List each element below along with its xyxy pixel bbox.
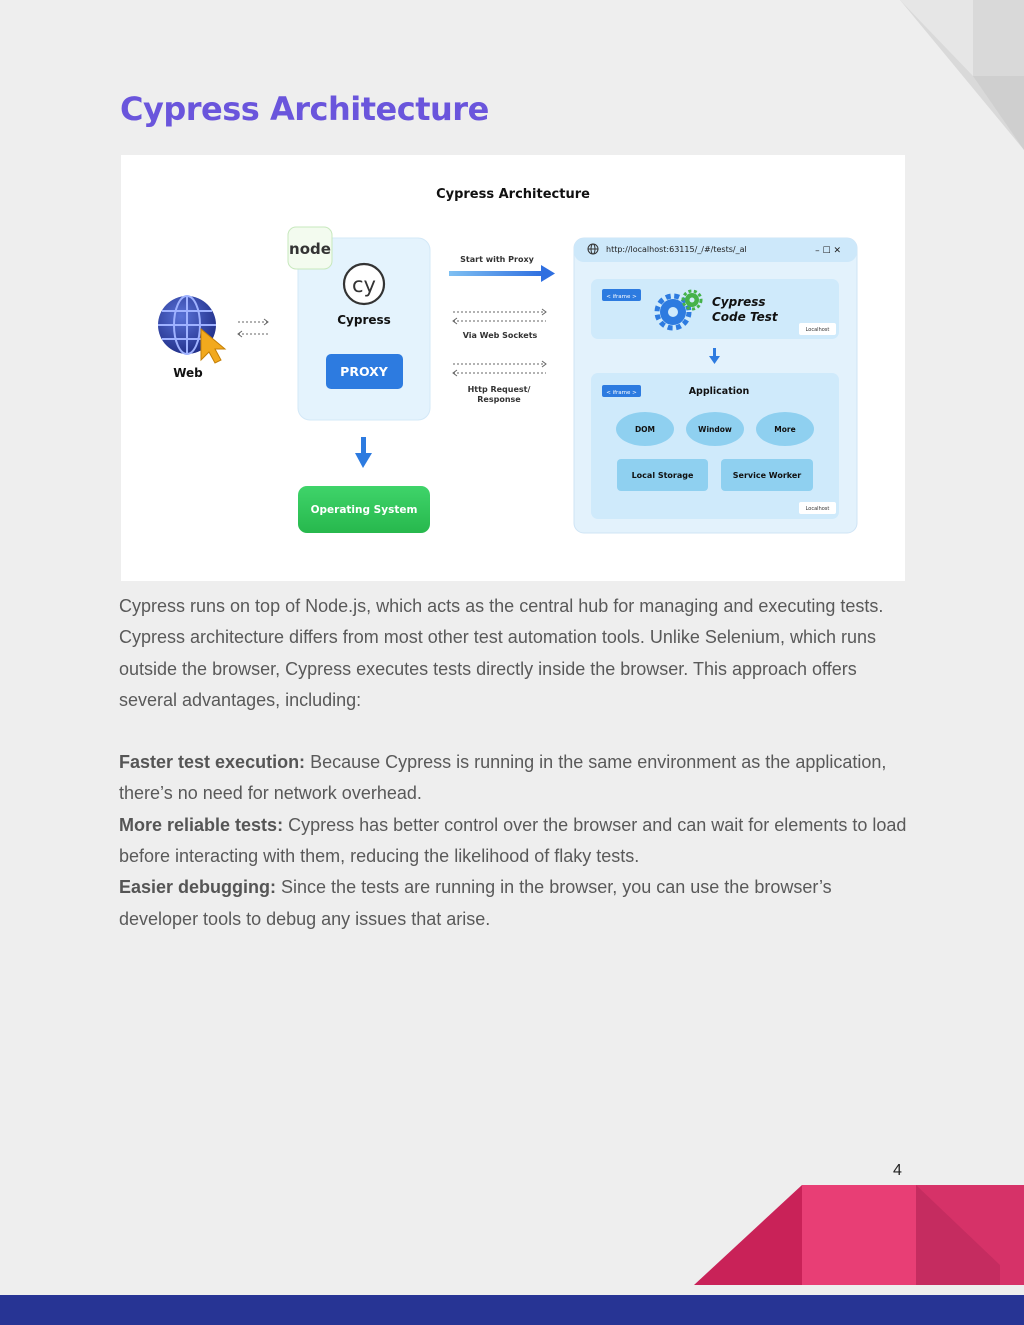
localhost-tag-1-label: Localhost xyxy=(805,327,830,333)
os-label: Operating System xyxy=(310,504,418,516)
iframe-tag-2-label: < iframe > xyxy=(606,390,637,396)
advantage-debugging-label: Easier debugging: xyxy=(119,877,277,898)
page-number: 4 xyxy=(893,1162,902,1179)
start-proxy-label: Start with Proxy xyxy=(460,255,534,264)
window-controls: – ☐ ✕ xyxy=(815,246,841,256)
intro-paragraph: Cypress runs on top of Node.js, which acts as the central hub for managing and executing tests. Cypress architecture differs from most other test automation tools. Unlike Selenium, which runs outside the browser, Cypress executes tests directly inside the browser. This approach offers several advantages, including: xyxy=(119,596,884,710)
advantage-debugging xyxy=(119,872,909,935)
proxy-label: PROXY xyxy=(340,364,388,379)
body-text xyxy=(119,591,909,935)
advantage-faster-label: Faster test execution: xyxy=(119,752,306,773)
http-label-line1: Http Request/ xyxy=(467,385,531,394)
web-label: Web xyxy=(173,366,203,380)
service-worker-label: Service Worker xyxy=(732,471,802,480)
advantage-faster-text: Because Cypress is running in the same environment as the application, there’s no need for network overhead. xyxy=(119,752,887,804)
architecture-diagram xyxy=(121,155,905,581)
page-title: Cypress Architecture xyxy=(120,90,489,128)
code-test-line1: Cypress xyxy=(712,295,766,309)
app-item-more-label: More xyxy=(774,425,796,434)
web-cypress-arrows xyxy=(238,319,268,337)
app-item-window-label: Window xyxy=(698,425,732,434)
websocket-arrows xyxy=(453,309,546,324)
code-test-line2: Code Test xyxy=(712,310,778,324)
diagram-title: Cypress Architecture xyxy=(436,187,590,202)
advantage-reliable-label: More reliable tests: xyxy=(119,814,284,835)
node-logo-text: node xyxy=(289,240,331,258)
http-arrows xyxy=(453,361,546,376)
advantage-reliable-text: Cypress has better control over the browser and can wait for elements to load before interacting with them, reducing the likelihood of flaky tests. xyxy=(119,814,907,867)
app-item-dom-label: DOM xyxy=(634,425,656,434)
local-storage-label: Local Storage xyxy=(631,471,694,480)
application-label: Application xyxy=(688,386,750,397)
localhost-tag-2-label: Localhost xyxy=(805,506,830,512)
http-label-line2: Response xyxy=(477,395,521,404)
page-corner-fold-decoration xyxy=(864,0,1024,160)
down-arrow-icon xyxy=(355,437,372,468)
cypress-logo-text: cy xyxy=(352,273,376,297)
start-proxy-arrow xyxy=(449,265,555,282)
paragraph-spacer xyxy=(119,716,909,747)
cypress-label: Cypress xyxy=(337,313,391,327)
footer-decoration xyxy=(0,1175,1024,1325)
websocket-label: Via Web Sockets xyxy=(462,331,538,340)
advantage-faster xyxy=(119,747,909,810)
iframe-tag-1-label: < iframe > xyxy=(606,294,637,300)
advantage-reliable xyxy=(119,810,909,873)
browser-url: http://localhost:63115/_/#/tests/_al xyxy=(606,245,747,254)
advantage-debugging-text: Since the tests are running in the browser, you can use the browser’s developer tools to debug any issues that arise. xyxy=(119,877,832,929)
